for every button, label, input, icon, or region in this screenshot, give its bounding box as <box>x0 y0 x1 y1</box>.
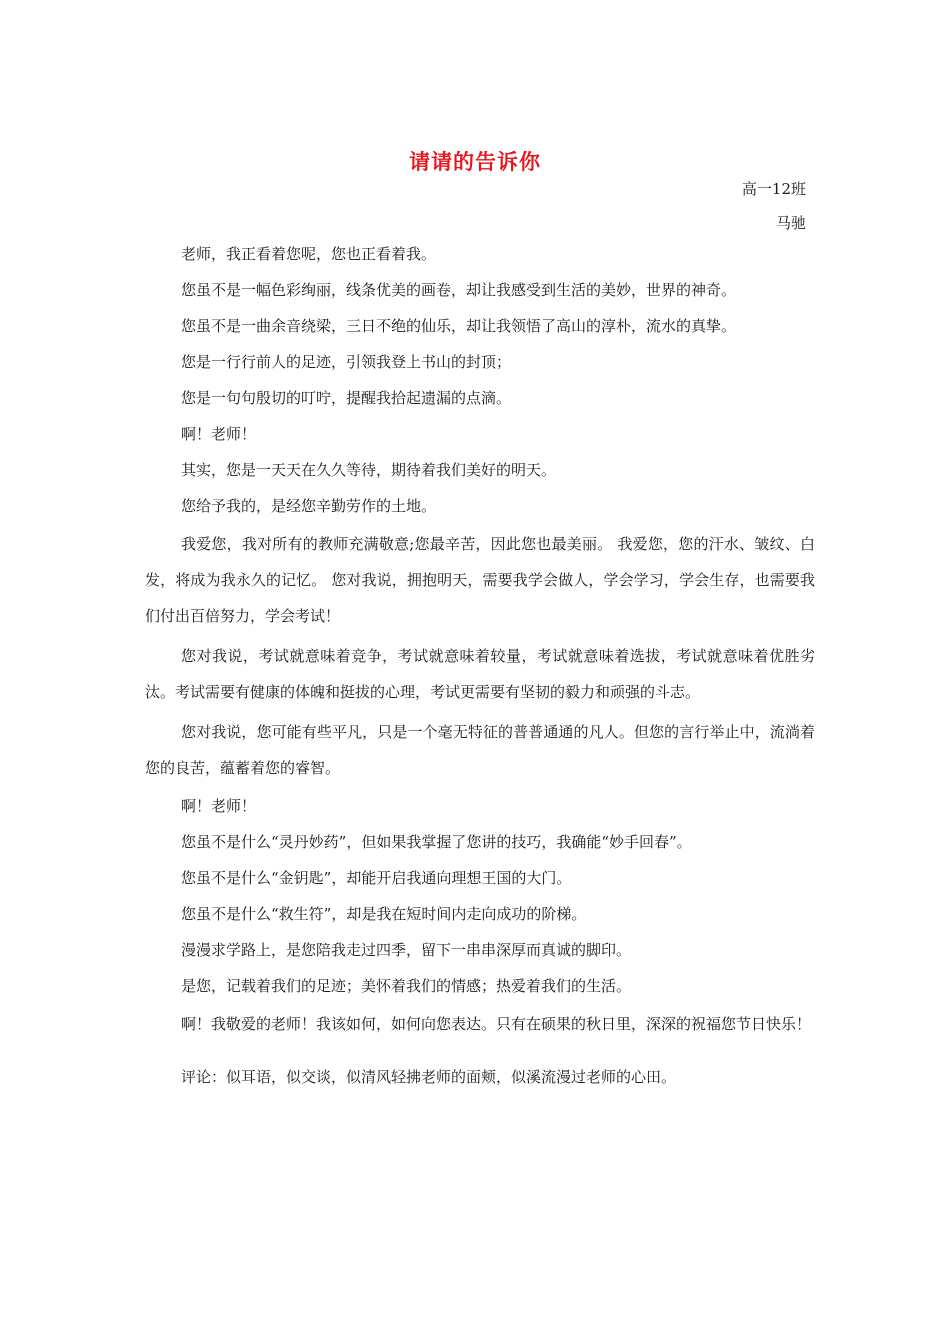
paragraph: 您虽不是一曲余音绕梁，三日不绝的仙乐，却让我领悟了高山的淳朴，流水的真挚。 <box>181 317 737 335</box>
paragraph: 您是一句句殷切的叮咛，提醒我拾起遗漏的点滴。 <box>181 389 512 407</box>
document-body <box>145 236 815 1092</box>
paragraph: 您虽不是什么“金钥匙”，却能开启我通向理想王国的大门。 <box>181 869 572 887</box>
class-label: 高一12班 <box>741 180 806 198</box>
paragraph: 您给予我的，是经您辛勤劳作的土地。 <box>181 497 437 515</box>
paragraph: 您对我说，您可能有些平凡，只是一个毫无特征的普普通通的凡人。但您的言行举止中，流淌着您的良苦，蕴蓄着您的睿智。 <box>145 723 815 777</box>
paragraph: 您是一行行前人的足迹，引领我登上书山的封顶； <box>181 353 512 371</box>
paragraph: 老师，我正看着您呢，您也正看着我。 <box>181 245 437 263</box>
paragraph: 啊！我敬爱的老师！我该如何，如何向您表达。只有在硕果的秋日里，深深的祝福您节日快乐！ <box>181 1015 812 1033</box>
comment-paragraph: 评论：似耳语，似交谈，似清风轻拂老师的面颊，似溪流漫过老师的心田。 <box>181 1068 677 1086</box>
paragraph: 您对我说，考试就意味着竞争，考试就意味着较量，考试就意味着选拔，考试就意味着优胜劣汰。考试需要有健康的体魄和挺拔的心理，考试更需要有坚韧的毅力和顽强的斗志。 <box>145 647 815 701</box>
document-title: 请请的告诉你 <box>409 150 541 174</box>
paragraph: 您虽不是什么“灵丹妙药”，但如果我掌握了您讲的技巧，我确能“妙手回春”。 <box>181 833 692 851</box>
paragraph: 啊！老师！ <box>181 425 257 443</box>
paragraph: 其实，您是一天天在久久等待，期待着我们美好的明天。 <box>181 461 557 479</box>
paragraph: 您虽不是一幅色彩绚丽，线条优美的画卷，却让我感受到生活的美妙，世界的神奇。 <box>181 281 737 299</box>
paragraph: 是您，记载着我们的足迹；美怀着我们的情感；热爱着我们的生活。 <box>181 977 632 995</box>
author-name: 马驰 <box>775 214 806 232</box>
paragraph: 啊！老师！ <box>181 797 257 815</box>
spacer <box>145 1044 815 1062</box>
paragraph: 我爱您，我对所有的教师充满敬意;您最辛苦，因此您也最美丽。 我爱您，您的汗水、皱纹、白发，将成为我永久的记忆。 您对我说，拥抱明天，需要我学会做人，学会学习，学会生存，也需要我们付出百倍努力，学会考试！ <box>145 535 815 625</box>
paragraph: 漫漫求学路上，是您陪我走过四季，留下一串串深厚而真诚的脚印。 <box>181 941 632 959</box>
paragraph: 您虽不是什么“救生符”，却是我在短时间内走向成功的阶梯。 <box>181 905 587 923</box>
